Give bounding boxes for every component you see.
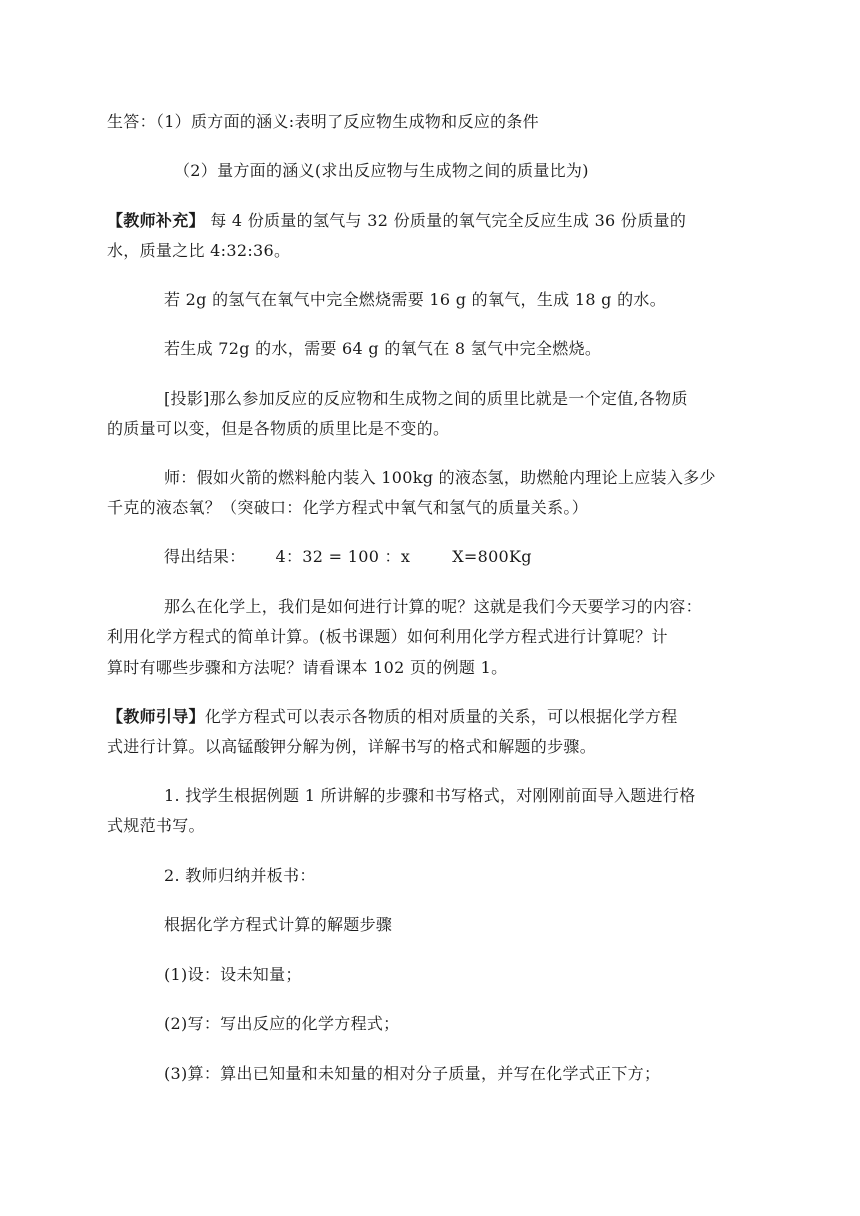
result-value: X=800Kg bbox=[452, 547, 532, 566]
water-72g-line: 若生成 72g 的水，需要 64 g 的氧气在 8 氢气中完全燃烧。 bbox=[164, 339, 602, 358]
result-line bbox=[164, 547, 532, 567]
intro-line-1: 那么在化学上，我们是如何进行计算的呢？这就是我们今天要学习的内容： bbox=[164, 597, 702, 616]
teacher-guide-label: 【教师引导】 bbox=[107, 707, 205, 726]
step-1-line-1: 1. 找学生根据例题 1 所讲解的步骤和书写格式，对刚刚前面导入题进行格 bbox=[164, 786, 696, 805]
teacher-guide-line-1 bbox=[107, 707, 678, 727]
teacher-guide-text: 化学方程式可以表示各物质的相对质量的关系，可以根据化学方程 bbox=[204, 707, 678, 726]
rocket-question-line-2: 千克的液态氧？（突破口：化学方程式中氧气和氢气的质量关系。） bbox=[107, 498, 589, 517]
teacher-supplement-label: 【教师补充】 bbox=[107, 211, 205, 230]
quantity-meaning-line: （2）量方面的涵义(求出反应物与生成物之间的质量比为) bbox=[174, 161, 589, 180]
rocket-question-line-1: 师：假如火箭的燃料舱内装入 100kg 的液态氢，助燃舱内理论上应装入多少 bbox=[164, 468, 716, 487]
intro-line-2: 利用化学方程式的简单计算。(板书课题）如何利用化学方程式进行计算呢？计 bbox=[107, 627, 668, 646]
teacher-supplement-line-1 bbox=[107, 211, 686, 231]
hydrogen-2g-line: 若 2g 的氢气在氧气中完全燃烧需要 16 g 的氧气，生成 18 g 的水。 bbox=[164, 290, 667, 309]
student-answer-line: 生答：（1）质方面的涵义:表明了反应物生成物和反应的条件 bbox=[107, 112, 539, 131]
step-write-line: (2)写：写出反应的化学方程式； bbox=[164, 1014, 400, 1033]
result-label: 得出结果： bbox=[164, 547, 246, 566]
projection-line-1: [投影]那么参加反应的反应物和生成物之间的质里比就是一个定值,各物质 bbox=[164, 389, 688, 408]
projection-line-2: 的质量可以变，但是各物质的质里比是不变的。 bbox=[107, 419, 450, 438]
result-ratio: 4：32 = 100 ：x bbox=[275, 547, 411, 566]
teacher-supplement-text: 每 4 份质量的氢气与 32 份质量的氧气完全反应生成 36 份质量的 bbox=[204, 211, 687, 230]
teacher-supplement-line-2: 水，质量之比 4:32:36。 bbox=[107, 241, 291, 260]
step-set-line: (1)设：设未知量； bbox=[164, 965, 302, 984]
step-2-line: 2. 教师归纳并板书： bbox=[164, 866, 316, 885]
step-calc-line: (3)算：算出已知量和未知量的相对分子质量，并写在化学式正下方； bbox=[164, 1064, 661, 1083]
steps-heading: 根据化学方程式计算的解题步骤 bbox=[164, 915, 393, 934]
step-1-line-2: 式规范书写。 bbox=[107, 816, 205, 835]
intro-line-3: 算时有哪些步骤和方法呢？请看课本 102 页的例题 1。 bbox=[107, 658, 508, 677]
teacher-guide-line-2: 式进行计算。以高锰酸钾分解为例，详解书写的格式和解题的步骤。 bbox=[107, 737, 597, 756]
